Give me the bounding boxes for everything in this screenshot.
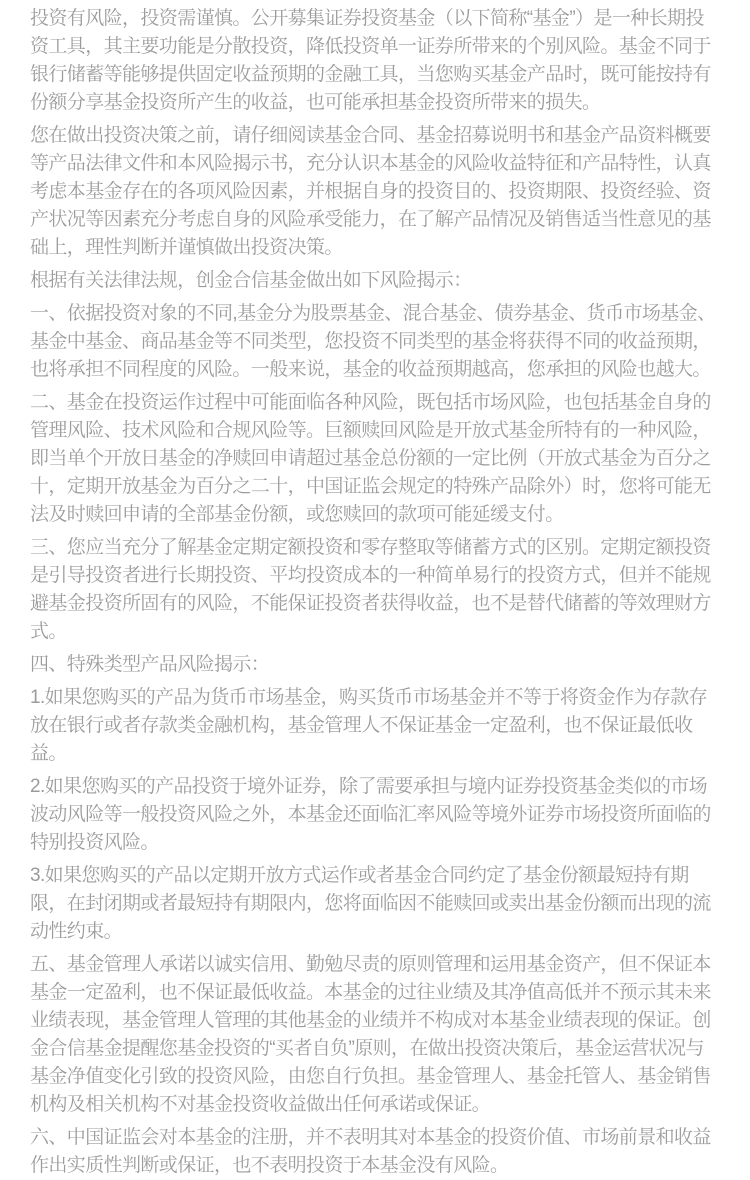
paragraph: 投资有风险，投资需谨慎。公开募集证券投资基金（以下简称“基金”）是一种长期投资工具，其主要功能是分散投资，降低投资单一证券所带来的个别风险。基金不同于银行储蓄等能够提供固定收益预期的金融工具，当您购买基金产品时，既可能按持有份额分享基金投资所产生的收益，也可能承担基金投资所带来的损失。	[30, 8, 711, 113]
paragraph: 一、依据投资对象的不同,基金分为股票基金、混合基金、债券基金、货币市场基金、基金中基金、商品基金等不同类型，您投资不同类型的基金将获得不同的收益预期，也将承担不同程度的风险。一般来说，基金的收益预期越高，您承担的风险也越大。	[30, 303, 716, 380]
paragraph: 根据有关法律法规，创金合信基金做出如下风险揭示：	[30, 270, 472, 291]
paragraph: 六、中国证监会对本基金的注册，并不表明其对本基金的投资价值、市场前景和收益作出实质性判断或保证，也不表明投资于本基金没有风险。	[30, 1127, 711, 1176]
paragraph: 3.如果您购买的产品以定期开放方式运作或者基金合同约定了基金份额最短持有期限，在封闭期或者最短持有期限内，您将面临因不能赎回或卖出基金份额而出现的流动性约束。	[30, 865, 711, 942]
paragraph: 1.如果您购买的产品为货币市场基金，购买货币市场基金并不等于将资金作为存款存放在银行或者存款类金融机构，基金管理人不保证基金一定盈利，也不保证最低收益。	[30, 687, 708, 764]
paragraph: 您在做出投资决策之前，请仔细阅读基金合同、基金招募说明书和基金产品资料概要等产品法律文件和本风险揭示书，充分认识本基金的风险收益特征和产品特性，认真考虑本基金存在的各项风险因素，并根据自身的投资目的、投资期限、投资经验、资产状况等因素充分考虑自身的风险承受能力，在了解产品情况及销售适当性意见的基础上，理性判断并谨慎做出投资决策。	[30, 125, 711, 258]
paragraph: 2.如果您购买的产品投资于境外证券，除了需要承担与境内证券投资基金类似的市场波动风险等一般投资风险之外，本基金还面临汇率风险等境外证券市场投资所面临的特别投资风险。	[30, 776, 711, 853]
paragraph: 二、基金在投资运作过程中可能面临各种风险，既包括市场风险，也包括基金自身的管理风险、技术风险和合规风险等。巨额赎回风险是开放式基金所特有的一种风险，即当单个开放日基金的净赎回申请超过基金总份额的一定比例（开放式基金为百分之十，定期开放基金为百分之二十，中国证监会规定的特殊产品除外）时，您将可能无法及时赎回申请的全部基金份额，或您赎回的款项可能延缓支付。	[30, 392, 711, 525]
paragraph: 三、您应当充分了解基金定期定额投资和零存整取等储蓄方式的区别。定期定额投资是引导投资者进行长期投资、平均投资成本的一种简单易行的投资方式，但并不能规避基金投资所固有的风险，不能保证投资者获得收益，也不是替代储蓄的等效理财方式。	[30, 537, 711, 642]
paragraph: 四、特殊类型产品风险揭示：	[30, 654, 270, 675]
paragraph: 五、基金管理人承诺以诚实信用、勤勉尽责的原则管理和运用基金资产，但不保证本基金一定盈利，也不保证最低收益。本基金的过往业绩及其净值高低并不预示其未来业绩表现，基金管理人管理的其他基金的业绩并不构成对本基金业绩表现的保证。创金合信基金提醒您基金投资的“买者自负”原则，在做出投资决策后，基金运营状况与基金净值变化引致的投资风险，由您自行负担。基金管理人、基金托管人、基金销售机构及相关机构不对基金投资收益做出任何承诺或保证。	[30, 954, 711, 1115]
